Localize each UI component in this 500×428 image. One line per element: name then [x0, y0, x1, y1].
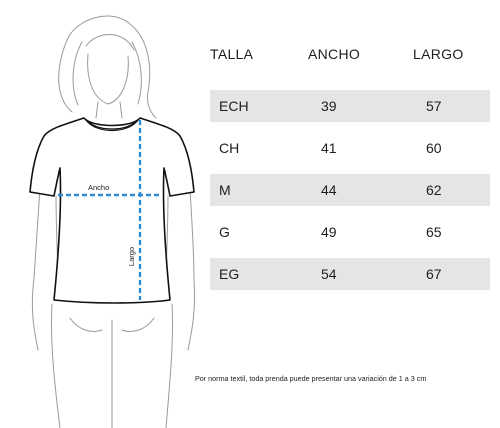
table-row [210, 258, 490, 290]
table-body [210, 90, 490, 290]
neck-right [120, 102, 122, 118]
hair-outline [59, 16, 156, 118]
cell-size: CH [219, 140, 240, 156]
cell-width: 41 [321, 140, 337, 156]
cell-length: 65 [426, 224, 442, 240]
table-row [210, 174, 490, 206]
cell-length: 62 [426, 182, 442, 198]
cell-width: 44 [321, 182, 337, 198]
tshirt-illustration [0, 0, 210, 428]
header-size: TALLA [210, 46, 254, 62]
hair-strand-right [132, 42, 141, 104]
jeans-pocket-left [70, 318, 102, 332]
size-table [210, 44, 490, 300]
length-label: Largo [127, 246, 137, 267]
table-row [210, 216, 490, 248]
arm-right [188, 190, 195, 350]
face-outline [88, 54, 129, 104]
hair-fringe [86, 34, 134, 50]
header-width: ANCHO [308, 46, 361, 62]
width-label: Ancho [88, 183, 110, 192]
header-length: LARGO [413, 46, 464, 62]
tshirt-outline [30, 118, 194, 303]
cell-width: 39 [321, 98, 337, 114]
neck-left [96, 102, 98, 118]
hair-strand-left [73, 42, 82, 105]
cell-length: 60 [426, 140, 442, 156]
jeans-left [51, 304, 60, 428]
jeans-right [166, 304, 173, 428]
cell-width: 54 [321, 266, 337, 282]
woman-tshirt-drawing [0, 0, 210, 428]
cell-size: M [219, 182, 231, 198]
cell-size: ECH [219, 98, 249, 114]
cell-length: 57 [426, 98, 442, 114]
arm-left [32, 188, 40, 350]
cell-width: 49 [321, 224, 337, 240]
cell-size: G [219, 224, 230, 240]
table-row [210, 90, 490, 122]
jeans-pocket-right [122, 318, 154, 332]
table-row [210, 132, 490, 164]
cell-size: EG [219, 266, 240, 282]
cell-length: 67 [426, 266, 442, 282]
table-header [210, 44, 490, 74]
tolerance-footnote: Por norma textil, toda prenda puede presentar una variación de 1 a 3 cm [195, 374, 427, 383]
